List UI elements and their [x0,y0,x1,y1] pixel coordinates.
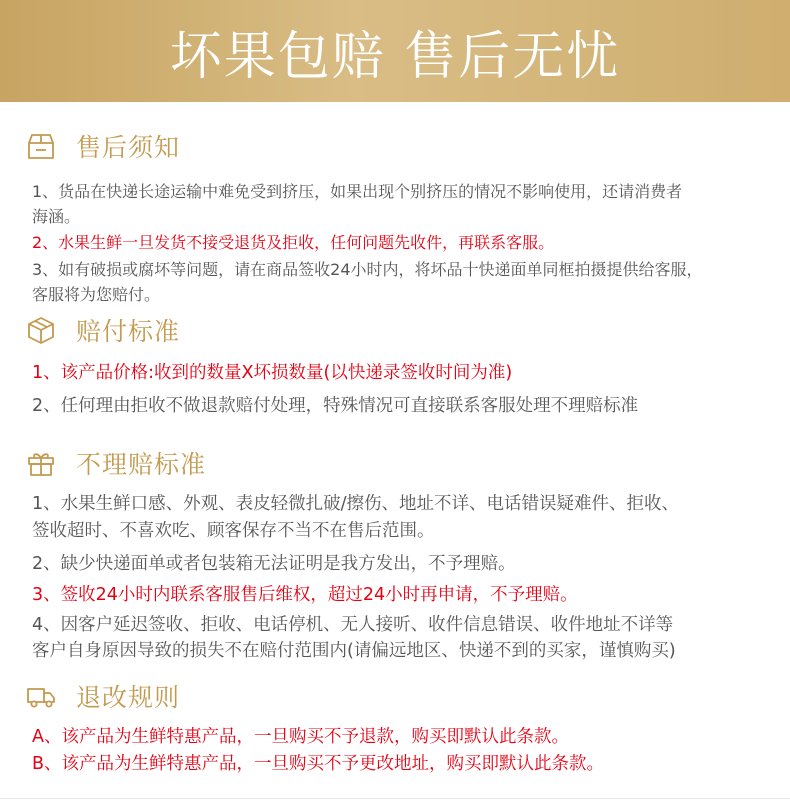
text-line: 3、如有破损或腐坏等问题，请在商品签收24小时内，将坏品十快递面单同框拍摄提供给客服， [32,260,703,279]
text-line: 客户自身原因导致的损失不在赔付范围内(请偏远地区、快递不到的买家，谨慎购买) [32,641,676,661]
section-header-after-sales [26,126,180,166]
text-line: 2、任何理由拒收不做退款赔付处理，特殊情况可直接联系客服处理不理赔标准 [32,396,639,416]
section-header-no-compensation [26,443,206,483]
section-title: 售后须知 [76,133,181,162]
section-header-return-rules [26,676,180,716]
header-banner [0,0,790,102]
text-line: 客服将为您赔付。 [32,285,161,304]
section-title: 退改规则 [76,683,181,712]
text-line: 2、缺少快递面单或者包装箱无法证明是我方发出，不予理赔。 [32,554,516,574]
package-icon [26,315,56,345]
warning-line: 3、签收24小时内联系客服售后维权，超过24小时再申请，不予理赔。 [32,585,578,605]
warning-line: A、该产品为生鲜特惠产品，一旦购买不予退款，购买即默认此条款。 [32,727,569,747]
warning-line: 1、该产品价格:收到的数量X坏损数量(以快递录签收时间为准) [32,363,513,383]
gift-icon [26,448,56,478]
bottom-divider [0,798,790,799]
text-line: 1、水果生鲜口感、外观、表皮轻微扎破/擦伤、地址不详、电话错误疑难件、拒收、 [32,494,680,514]
box-icon [26,131,56,161]
text-line: 海涵。 [32,207,81,226]
text-line: 4、因客户延迟签收、拒收、电话停机、无人接听、收件信息错误、收件地址不详等 [32,615,674,635]
warning-line: B、该产品为生鲜特惠产品，一旦购买不予更改地址，购买即默认此条款。 [32,754,605,774]
text-line: 1、货品在快递长途运输中难免受到挤压，如果出现个别挤压的情况不影响使用，还请消费者 [32,182,683,201]
section-title: 不理赔标准 [76,450,207,479]
banner-title: 坏果包赔 售后无忧 [169,26,621,87]
truck-icon [26,681,56,711]
section-header-compensation [26,310,180,350]
text-line: 签收超时、不喜欢吃、顾客保存不当不在售后范围。 [32,521,435,541]
warning-line: 2、水果生鲜一旦发货不接受退货及拒收，任何问题先收件，再联系客服。 [32,233,555,252]
section-title: 赔付标准 [76,317,181,346]
